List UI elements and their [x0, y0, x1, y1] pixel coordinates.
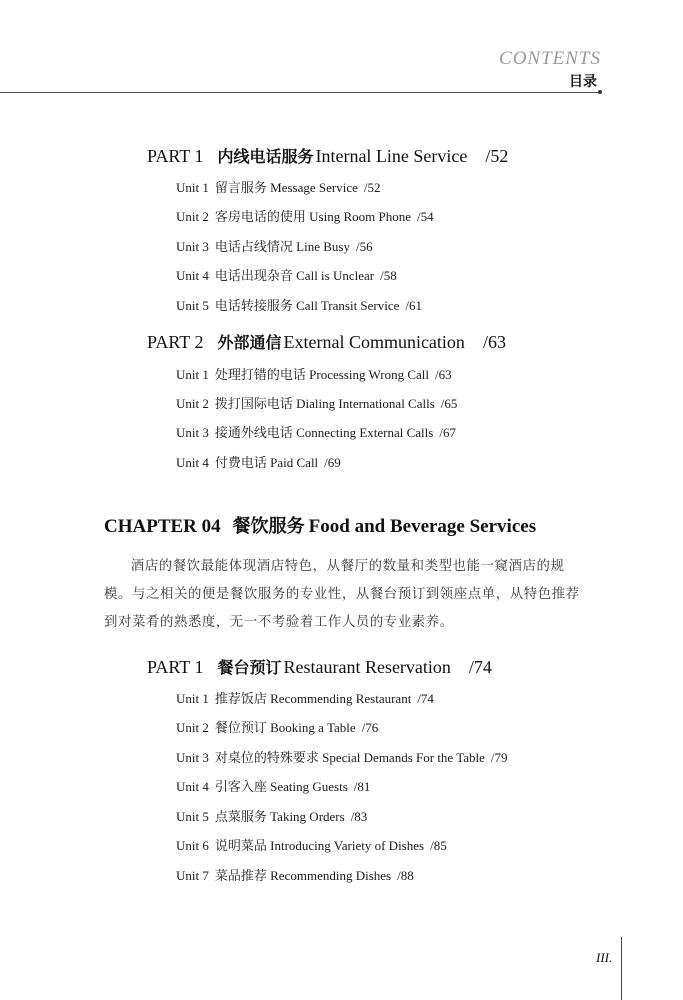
part-label: PART 1: [147, 146, 204, 166]
unit-title-en: Taking Orders: [270, 809, 345, 824]
footer-rule: [621, 937, 622, 1000]
unit-label: Unit 3: [176, 239, 209, 254]
unit-entry[interactable]: [176, 422, 456, 441]
unit-title-cn: 引客入座: [214, 780, 267, 795]
unit-title-en: Using Room Phone: [309, 209, 411, 224]
unit-title-en: Special Demands For the Table: [322, 750, 485, 765]
part-title-en: External Communication: [283, 332, 465, 352]
unit-label: Unit 1: [176, 367, 209, 382]
part-title-en: Internal Line Service: [315, 146, 468, 166]
unit-entry[interactable]: [176, 688, 434, 707]
unit-title-cn: 拨打国际电话: [214, 397, 293, 412]
part-title-en: Restaurant Reservation: [283, 657, 451, 677]
unit-title-en: Dialing International Calls: [296, 396, 435, 411]
unit-page: /63: [434, 367, 452, 382]
unit-page: /67: [439, 425, 456, 440]
unit-title-en: Booking a Table: [270, 720, 356, 735]
unit-entry[interactable]: [176, 452, 341, 471]
unit-page: /65: [440, 396, 458, 411]
part-heading[interactable]: [147, 655, 492, 678]
chapter-title-cn: 餐饮服务: [232, 516, 305, 537]
unit-entry[interactable]: [176, 265, 397, 284]
chapter-heading[interactable]: [104, 512, 536, 538]
part-heading[interactable]: [147, 144, 508, 167]
unit-title-en: Message Service: [270, 180, 358, 195]
unit-label: Unit 1: [176, 691, 209, 706]
unit-title-en: Paid Call: [270, 455, 319, 470]
unit-page: /85: [430, 838, 447, 853]
unit-label: Unit 7: [176, 868, 209, 883]
chapter-title-en: Food and Beverage Services: [308, 516, 537, 537]
unit-entry[interactable]: [176, 177, 380, 196]
chapter-label: CHAPTER 04: [104, 516, 221, 537]
header-title-cn: 目录: [569, 74, 597, 90]
unit-page: /79: [490, 750, 508, 765]
unit-title-en: Introducing Variety of Dishes: [270, 838, 425, 853]
unit-title-cn: 点菜服务: [214, 810, 267, 825]
unit-page: /52: [363, 180, 381, 195]
unit-label: Unit 2: [176, 209, 209, 224]
unit-page: /76: [361, 720, 379, 735]
part-page: /52: [485, 146, 509, 166]
unit-entry[interactable]: [176, 717, 378, 736]
unit-label: Unit 2: [176, 720, 209, 735]
unit-title-en: Call Transit Service: [296, 298, 400, 313]
unit-title-en: Call is Unclear: [296, 268, 375, 283]
unit-page: /56: [355, 239, 373, 254]
unit-label: Unit 5: [176, 809, 209, 824]
unit-entry[interactable]: [176, 865, 414, 884]
unit-entry[interactable]: [176, 835, 447, 854]
unit-title-cn: 电话出现杂音: [214, 269, 293, 284]
unit-entry[interactable]: [176, 295, 422, 314]
unit-title-en: Recommending Dishes: [270, 868, 392, 883]
unit-page: /58: [380, 268, 397, 283]
unit-page: /69: [324, 455, 341, 470]
unit-entry[interactable]: [176, 206, 434, 225]
unit-page: /81: [353, 779, 371, 794]
unit-title-en: Line Busy: [296, 239, 350, 254]
unit-title-cn: 付费电话: [214, 456, 267, 471]
part-page: /63: [482, 332, 506, 352]
unit-entry[interactable]: [176, 236, 373, 255]
part-label: PART 1: [147, 657, 204, 677]
unit-title-cn: 餐位预订: [214, 721, 267, 736]
unit-page: /61: [405, 298, 423, 313]
page-number: III.: [596, 950, 613, 965]
header-rule-dot: [598, 90, 602, 94]
unit-label: Unit 1: [176, 180, 209, 195]
part-heading[interactable]: [147, 330, 506, 353]
unit-title-cn: 说明菜品: [214, 839, 267, 854]
header-rule: [0, 92, 600, 93]
unit-title-cn: 菜品推荐: [214, 869, 267, 884]
header-title-en: CONTENTS: [499, 48, 601, 69]
unit-entry[interactable]: [176, 747, 508, 766]
unit-entry[interactable]: [176, 364, 452, 383]
part-title-cn: 餐台预订: [217, 658, 282, 677]
unit-entry[interactable]: [176, 393, 457, 412]
unit-entry[interactable]: [176, 776, 370, 795]
part-title-cn: 内线电话服务: [217, 147, 314, 166]
unit-title-cn: 接通外线电话: [214, 426, 293, 441]
unit-title-en: Connecting External Calls: [296, 425, 434, 440]
unit-label: Unit 2: [176, 396, 209, 411]
part-title-cn: 外部通信: [217, 333, 282, 352]
unit-label: Unit 4: [176, 779, 209, 794]
part-page: /74: [468, 657, 492, 677]
unit-page: /83: [350, 809, 368, 824]
unit-page: /54: [416, 209, 434, 224]
unit-page: /74: [417, 691, 434, 706]
unit-title-cn: 电话占线情况: [214, 240, 293, 255]
unit-page: /88: [397, 868, 414, 883]
unit-title-cn: 对桌位的特殊要求: [214, 751, 319, 766]
unit-label: Unit 4: [176, 455, 209, 470]
unit-title-cn: 客房电话的使用: [214, 210, 306, 225]
unit-title-cn: 电话转接服务: [214, 299, 293, 314]
unit-title-en: Recommending Restaurant: [270, 691, 412, 706]
unit-title-cn: 留言服务: [214, 181, 267, 196]
unit-title-cn: 处理打错的电话: [214, 368, 306, 383]
chapter-intro: 酒店的餐饮最能体现酒店特色，从餐厅的数量和类型也能一窥酒店的规模。与之相关的便是餐饮服务的专业性，从餐台预订到领座点单，从特色推荐到对菜肴的熟悉度，无一不考验着工作人员的专业素养。: [104, 559, 580, 630]
unit-title-cn: 推荐饭店: [214, 692, 267, 707]
unit-label: Unit 3: [176, 425, 209, 440]
unit-label: Unit 6: [176, 838, 209, 853]
unit-label: Unit 4: [176, 268, 209, 283]
part-label: PART 2: [147, 332, 204, 352]
unit-entry[interactable]: [176, 806, 367, 825]
unit-title-en: Seating Guests: [270, 779, 348, 794]
unit-label: Unit 3: [176, 750, 209, 765]
unit-label: Unit 5: [176, 298, 209, 313]
unit-title-en: Processing Wrong Call: [309, 367, 429, 382]
